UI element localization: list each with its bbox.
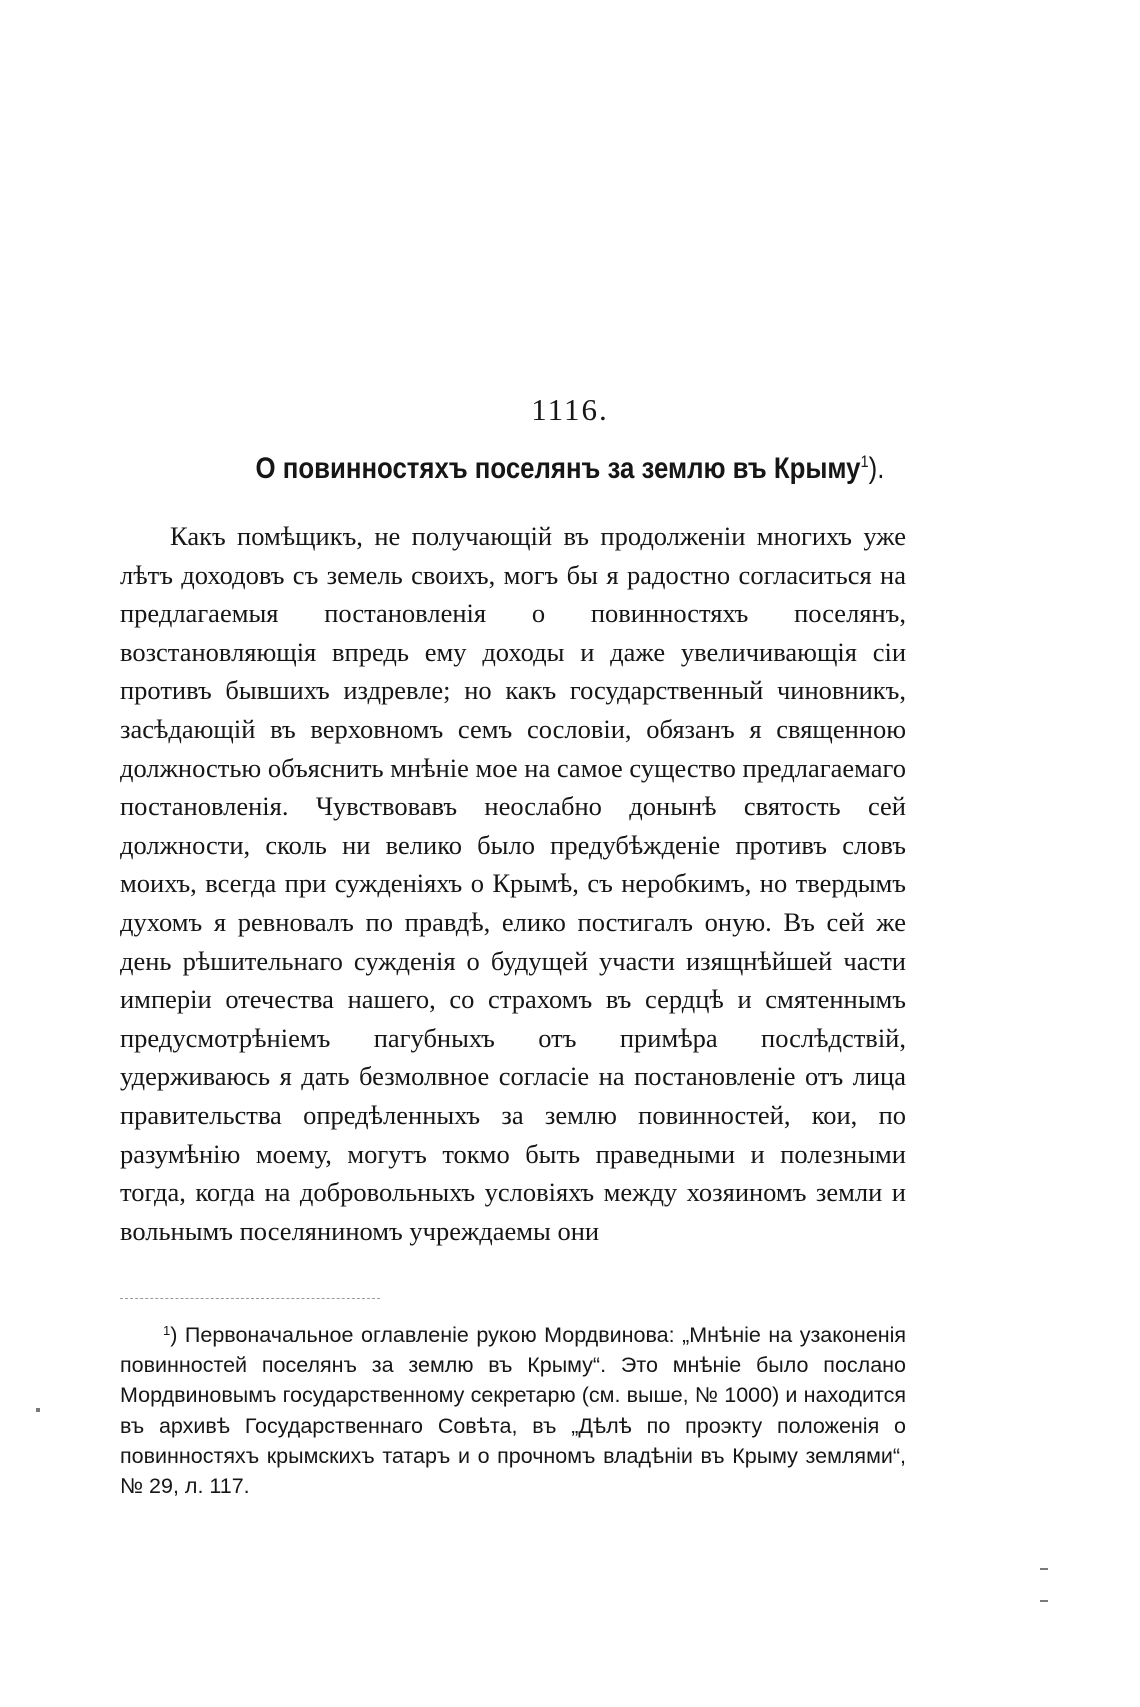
document-title-text: О повинностяхъ поселянъ за землю въ Крыму	[255, 452, 861, 485]
document-title	[80, 452, 1060, 486]
footnote	[120, 1316, 906, 1501]
footnote-text: ) Первоначальное оглавленіе рукою Мордвинова: „Мнѣніе на узаконенія повинностей поселянъ за землю въ Крыму“. Это мнѣніе было послано Мордвиновымъ государственному секретарю (см. выше, № 1000) и находится въ архивѣ Государственнаго Совѣта, въ „Дѣлѣ по проэкту положенія о повинностяхъ крымскихъ татаръ и о прочномъ владѣніи въ Крыму землями“, № 29, л. 117.	[120, 1323, 906, 1499]
footnote-separator	[120, 1298, 380, 1299]
title-closing: ).	[868, 452, 885, 485]
document-number: 1116.	[531, 392, 609, 427]
scan-speck	[1040, 1568, 1048, 1570]
body-paragraph: Какъ помѣщикъ, не получающій въ продолженіи многихъ уже лѣтъ доходовъ съ земель своихъ, могъ бы я радостно согласиться на предлагаемыя постановленія о повинностяхъ поселянъ, возстановляющія впредь ему доходы и даже увеличивающія сіи противъ бывшихъ издревле; но какъ государственный чиновникъ, засѣдающій въ верховномъ семъ сословіи, обязанъ я священною должностью объяснить мнѣніе мое на самое существо предлагаемаго постановленія. Чувствовавъ неослабно донынѣ святость сей должности, сколь ни велико было предубѣжденіе противъ словъ моихъ, всегда при сужденіяхъ о Крымѣ, съ неробкимъ, но твердымъ духомъ я ревновалъ по правдѣ, елико постигалъ оную. Въ сей же день рѣшительнаго сужденія о будущей участи изящнѣйшей части имперіи отечества нашего, со страхомъ въ сердцѣ и смятеннымъ предусмотрѣніемъ пагубныхъ отъ примѣра послѣдствій, удерживаюсь я дать безмолвное согласіе на постановленіе отъ лица правительства опредѣленныхъ за землю повинностей, кои, по разумѣнію моему, могутъ токмо быть праведными и полезными тогда, когда на добровольныхъ условіяхъ между хозяиномъ земли и вольнымъ поселяниномъ учреждаемы они	[120, 521, 906, 1246]
scan-speck	[1040, 1600, 1048, 1602]
title-footnote-reference: 1	[860, 452, 869, 471]
footnote-marker: 1	[163, 1323, 171, 1338]
scan-speck	[36, 1408, 40, 1412]
